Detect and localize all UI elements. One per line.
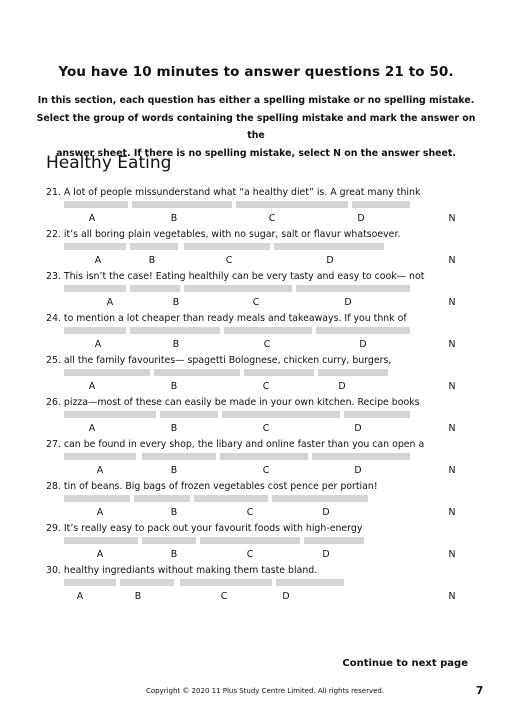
segment-underline (64, 201, 128, 208)
segment-underline (194, 495, 268, 502)
question-text: 24. to mention a lot cheaper than ready meals and takeaways. If you thnk of (46, 313, 407, 324)
segment-underline (160, 411, 218, 418)
segment-underline (316, 327, 410, 334)
option-label-d: D (357, 213, 365, 224)
option-label-n: N (448, 549, 456, 560)
option-label-b: B (172, 339, 180, 350)
question-text: 23. This isn’t the case! Eating healthily can be very tasty and easy to cook— not (46, 271, 425, 282)
option-label-c: C (225, 255, 233, 266)
instruction-line: In this section, each question has either a spelling mistake or no spelling mistake. (37, 95, 475, 106)
option-label-d: D (344, 297, 352, 308)
question-item (46, 523, 476, 563)
copyright-notice: Copyright © 2020 11 Plus Study Centre Limited. All rights reserved. (145, 687, 385, 695)
segment-underline (222, 411, 340, 418)
page-heading: You have 10 minutes to answer questions 21 to 50. (58, 64, 454, 80)
option-label-b: B (170, 381, 178, 392)
question-item (46, 355, 476, 395)
option-label-b: B (170, 423, 178, 434)
question-text: 21. A lot of people missunderstand what “a healthy diet” is. A great many think (46, 187, 421, 198)
segment-underline (64, 243, 126, 250)
option-label-a: A (88, 381, 96, 392)
question-text: 25. all the family favourites— spagetti Bolognese, chicken curry, burgers, (46, 355, 392, 366)
option-label-c: C (262, 381, 270, 392)
question-text: 30. healthy ingrediants without making them taste bland. (46, 565, 318, 576)
option-label-n: N (448, 255, 456, 266)
option-label-a: A (94, 255, 102, 266)
option-label-n: N (448, 465, 456, 476)
option-label-d: D (338, 381, 346, 392)
question-item (46, 187, 476, 227)
segment-underline (64, 495, 130, 502)
option-label-d: D (322, 549, 330, 560)
option-label-d: D (354, 465, 362, 476)
question-text: 27. can be found in every shop, the libary and online faster than you can open a (46, 439, 425, 450)
option-label-c: C (246, 507, 254, 518)
question-item (46, 229, 476, 269)
segment-underline (184, 285, 292, 292)
option-label-a: A (96, 465, 104, 476)
option-label-a: A (76, 591, 84, 602)
option-label-c: C (263, 339, 271, 350)
segment-underline (352, 201, 410, 208)
option-label-d: D (326, 255, 334, 266)
option-label-n: N (448, 423, 456, 434)
segment-underline (142, 453, 216, 460)
option-label-b: B (148, 255, 156, 266)
segment-underline (132, 201, 232, 208)
segment-underline (64, 453, 136, 460)
segment-underline (184, 243, 270, 250)
segment-underline (130, 285, 180, 292)
question-item (46, 271, 476, 311)
segment-underline (304, 537, 364, 544)
option-label-b: B (172, 297, 180, 308)
option-label-a: A (94, 339, 102, 350)
option-label-c: C (252, 297, 260, 308)
segment-underline (64, 285, 126, 292)
option-label-b: B (170, 549, 178, 560)
option-label-c: C (220, 591, 228, 602)
segment-underline (142, 537, 196, 544)
segment-underline (274, 243, 384, 250)
segment-underline (64, 369, 150, 376)
option-label-c: C (262, 465, 270, 476)
option-label-n: N (448, 213, 456, 224)
option-label-a: A (96, 507, 104, 518)
segment-underline (64, 537, 138, 544)
option-label-a: A (106, 297, 114, 308)
section-title: Healthy Eating (46, 153, 172, 173)
segment-underline (64, 579, 116, 586)
option-label-a: A (96, 549, 104, 560)
instruction-line: Select the group of words containing the spelling mistake and mark the answer on the (36, 112, 476, 141)
question-text: 28. tin of beans. Big bags of frozen vegetables cost pence per portian! (46, 481, 378, 492)
option-label-a: A (88, 213, 96, 224)
option-label-n: N (448, 339, 456, 350)
segment-underline (134, 495, 190, 502)
segment-underline (312, 453, 410, 460)
continue-prompt: Continue to next page (342, 658, 468, 669)
option-label-d: D (354, 423, 362, 434)
option-label-a: A (88, 423, 96, 434)
segment-underline (224, 327, 312, 334)
option-label-n: N (448, 591, 456, 602)
question-item (46, 565, 476, 605)
question-item (46, 313, 476, 353)
option-label-c: C (262, 423, 270, 434)
option-label-b: B (134, 591, 142, 602)
segment-underline (154, 369, 240, 376)
option-label-d: D (282, 591, 290, 602)
segment-underline (180, 579, 272, 586)
segment-underline (318, 369, 388, 376)
segment-underline (64, 327, 126, 334)
segment-underline (272, 495, 368, 502)
option-label-d: D (359, 339, 367, 350)
option-label-n: N (448, 297, 456, 308)
instructions (36, 92, 476, 162)
segment-underline (276, 579, 344, 586)
question-item (46, 397, 476, 437)
segment-underline (220, 453, 308, 460)
instruction-line: answer sheet. If there is no spelling mistake, select N on the answer sheet. (56, 147, 456, 159)
question-text: 29. It’s really easy to pack out your favourit foods with high-energy (46, 523, 363, 534)
question-item (46, 481, 476, 521)
option-label-d: D (322, 507, 330, 518)
option-label-b: B (170, 465, 178, 476)
question-text: 22. it’s all boring plain vegetables, with no sugar, salt or flavur whatsoever. (46, 229, 401, 240)
segment-underline (344, 411, 410, 418)
option-label-b: B (170, 213, 178, 224)
segment-underline (244, 369, 314, 376)
segment-underline (64, 411, 156, 418)
segment-underline (236, 201, 348, 208)
page-number: 7 (476, 685, 484, 697)
option-label-b: B (170, 507, 178, 518)
option-label-n: N (448, 381, 456, 392)
segment-underline (130, 327, 220, 334)
option-label-c: C (268, 213, 276, 224)
option-label-n: N (448, 507, 456, 518)
question-item (46, 439, 476, 479)
segment-underline (120, 579, 174, 586)
option-label-c: C (246, 549, 254, 560)
segment-underline (130, 243, 178, 250)
segment-underline (296, 285, 410, 292)
segment-underline (200, 537, 300, 544)
question-text: 26. pizza—most of these can easily be made in your own kitchen. Recipe books (46, 397, 420, 408)
